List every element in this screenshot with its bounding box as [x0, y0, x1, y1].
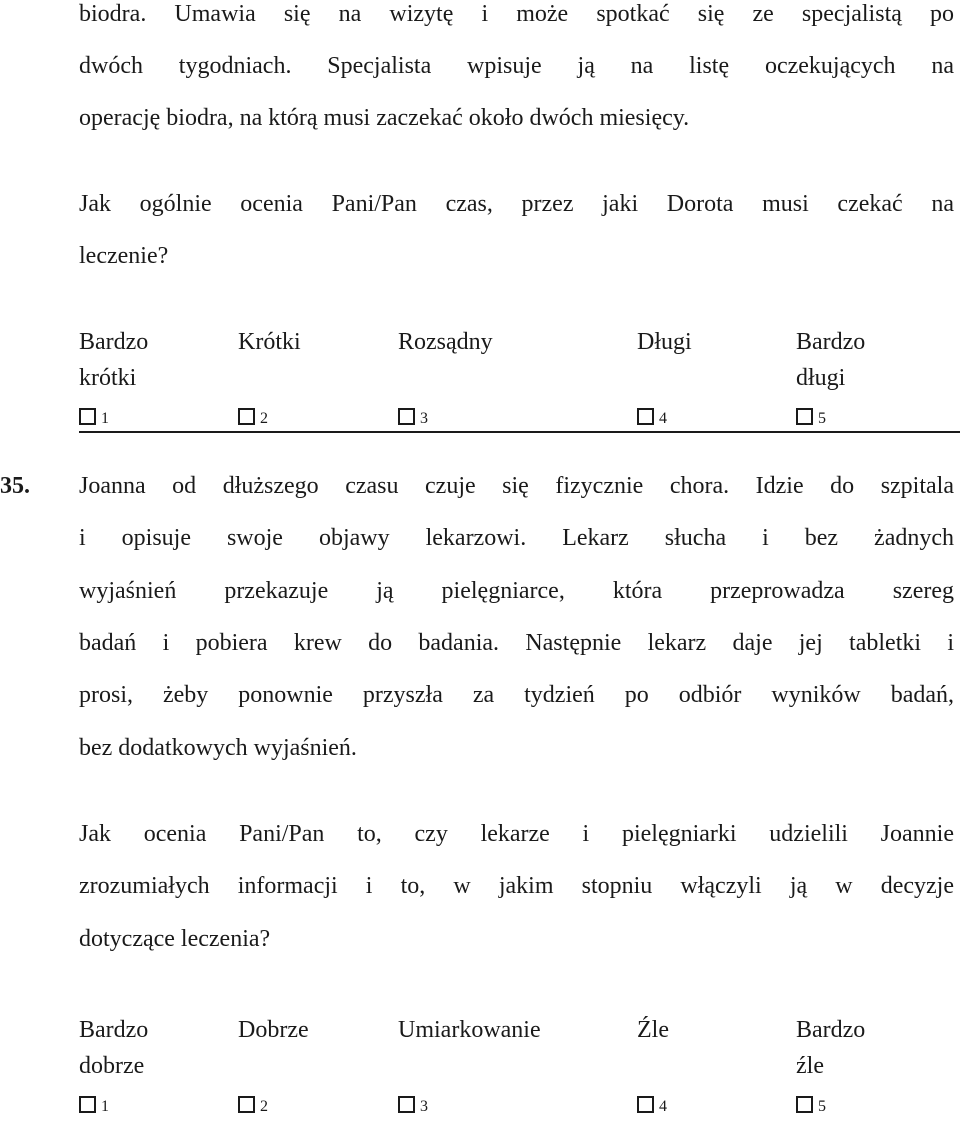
q35-option-3-checkbox[interactable]: 3	[398, 1090, 428, 1116]
question-number: 35.	[0, 473, 30, 499]
q35-option-1-checkbox[interactable]: 1	[79, 1090, 109, 1116]
q35-option-label: Źle	[637, 1017, 669, 1043]
intro-line: operację biodra, na którą musi zaczekać około dwóch miesięcy.	[79, 105, 690, 131]
q35-option-2-checkbox[interactable]: 2	[238, 1090, 268, 1116]
intro-line: dwóch tygodniach. Specjalista wpisuje ją na listę oczekujących na	[79, 53, 954, 79]
checkbox-icon[interactable]	[238, 1096, 255, 1113]
q35-scenario-line: badań i pobiera krew do badania. Następnie lekarz daje jej tabletki i	[79, 630, 954, 656]
checkbox-icon[interactable]	[637, 408, 654, 425]
q34-question-line: leczenie?	[79, 243, 169, 269]
checkbox-icon[interactable]	[79, 408, 96, 425]
q35-scenario-line: prosi, żeby ponownie przyszła za tydzień po odbiór wyników badań,	[79, 682, 954, 708]
q35-question-line: Jak ocenia Pani/Pan to, czy lekarze i pielęgniarki udzielili Joannie	[79, 821, 954, 847]
q35-scenario-line: i opisuje swoje objawy lekarzowi. Lekarz słucha i bez żadnych	[79, 525, 954, 551]
q35-option-5-checkbox[interactable]: 5	[796, 1090, 826, 1116]
section-divider	[79, 431, 960, 433]
q34-option-4-checkbox[interactable]: 4	[637, 402, 667, 428]
checkbox-icon[interactable]	[398, 408, 415, 425]
q35-option-label: Bardzo dobrze	[79, 1017, 149, 1079]
q34-option-label: Rozsądny	[398, 329, 493, 355]
q34-option-label: Bardzo długi	[796, 329, 866, 391]
q35-question-line: zrozumiałych informacji i to, w jakim stopniu włączyli ją w decyzje	[79, 873, 954, 899]
checkbox-icon[interactable]	[796, 408, 813, 425]
checkbox-icon[interactable]	[796, 1096, 813, 1113]
q34-option-label: Bardzo krótki	[79, 329, 149, 391]
q35-option-label: Umiarkowanie	[398, 1017, 541, 1043]
q35-scenario-line: Joanna od dłuższego czasu czuje się fizycznie chora. Idzie do szpitala	[79, 473, 954, 499]
q34-option-2-checkbox[interactable]: 2	[238, 402, 268, 428]
q34-option-label: Długi	[637, 329, 692, 355]
q35-option-label: Bardzo źle	[796, 1017, 866, 1079]
q35-question-line: dotyczące leczenia?	[79, 926, 271, 952]
q35-scenario-line: wyjaśnień przekazuje ją pielęgniarce, która przeprowadza szereg	[79, 578, 954, 604]
q34-option-1-checkbox[interactable]: 1	[79, 402, 109, 428]
checkbox-icon[interactable]	[238, 408, 255, 425]
checkbox-icon[interactable]	[398, 1096, 415, 1113]
intro-line: biodra. Umawia się na wizytę i może spotkać się ze specjalistą po	[79, 1, 954, 27]
q34-option-5-checkbox[interactable]: 5	[796, 402, 826, 428]
q34-option-label: Krótki	[238, 329, 301, 355]
q34-option-3-checkbox[interactable]: 3	[398, 402, 428, 428]
checkbox-icon[interactable]	[637, 1096, 654, 1113]
q35-option-4-checkbox[interactable]: 4	[637, 1090, 667, 1116]
checkbox-icon[interactable]	[79, 1096, 96, 1113]
q34-question-line: Jak ogólnie ocenia Pani/Pan czas, przez jaki Dorota musi czekać na	[79, 191, 954, 217]
q35-scenario-line: bez dodatkowych wyjaśnień.	[79, 735, 357, 761]
q35-option-label: Dobrze	[238, 1017, 309, 1043]
